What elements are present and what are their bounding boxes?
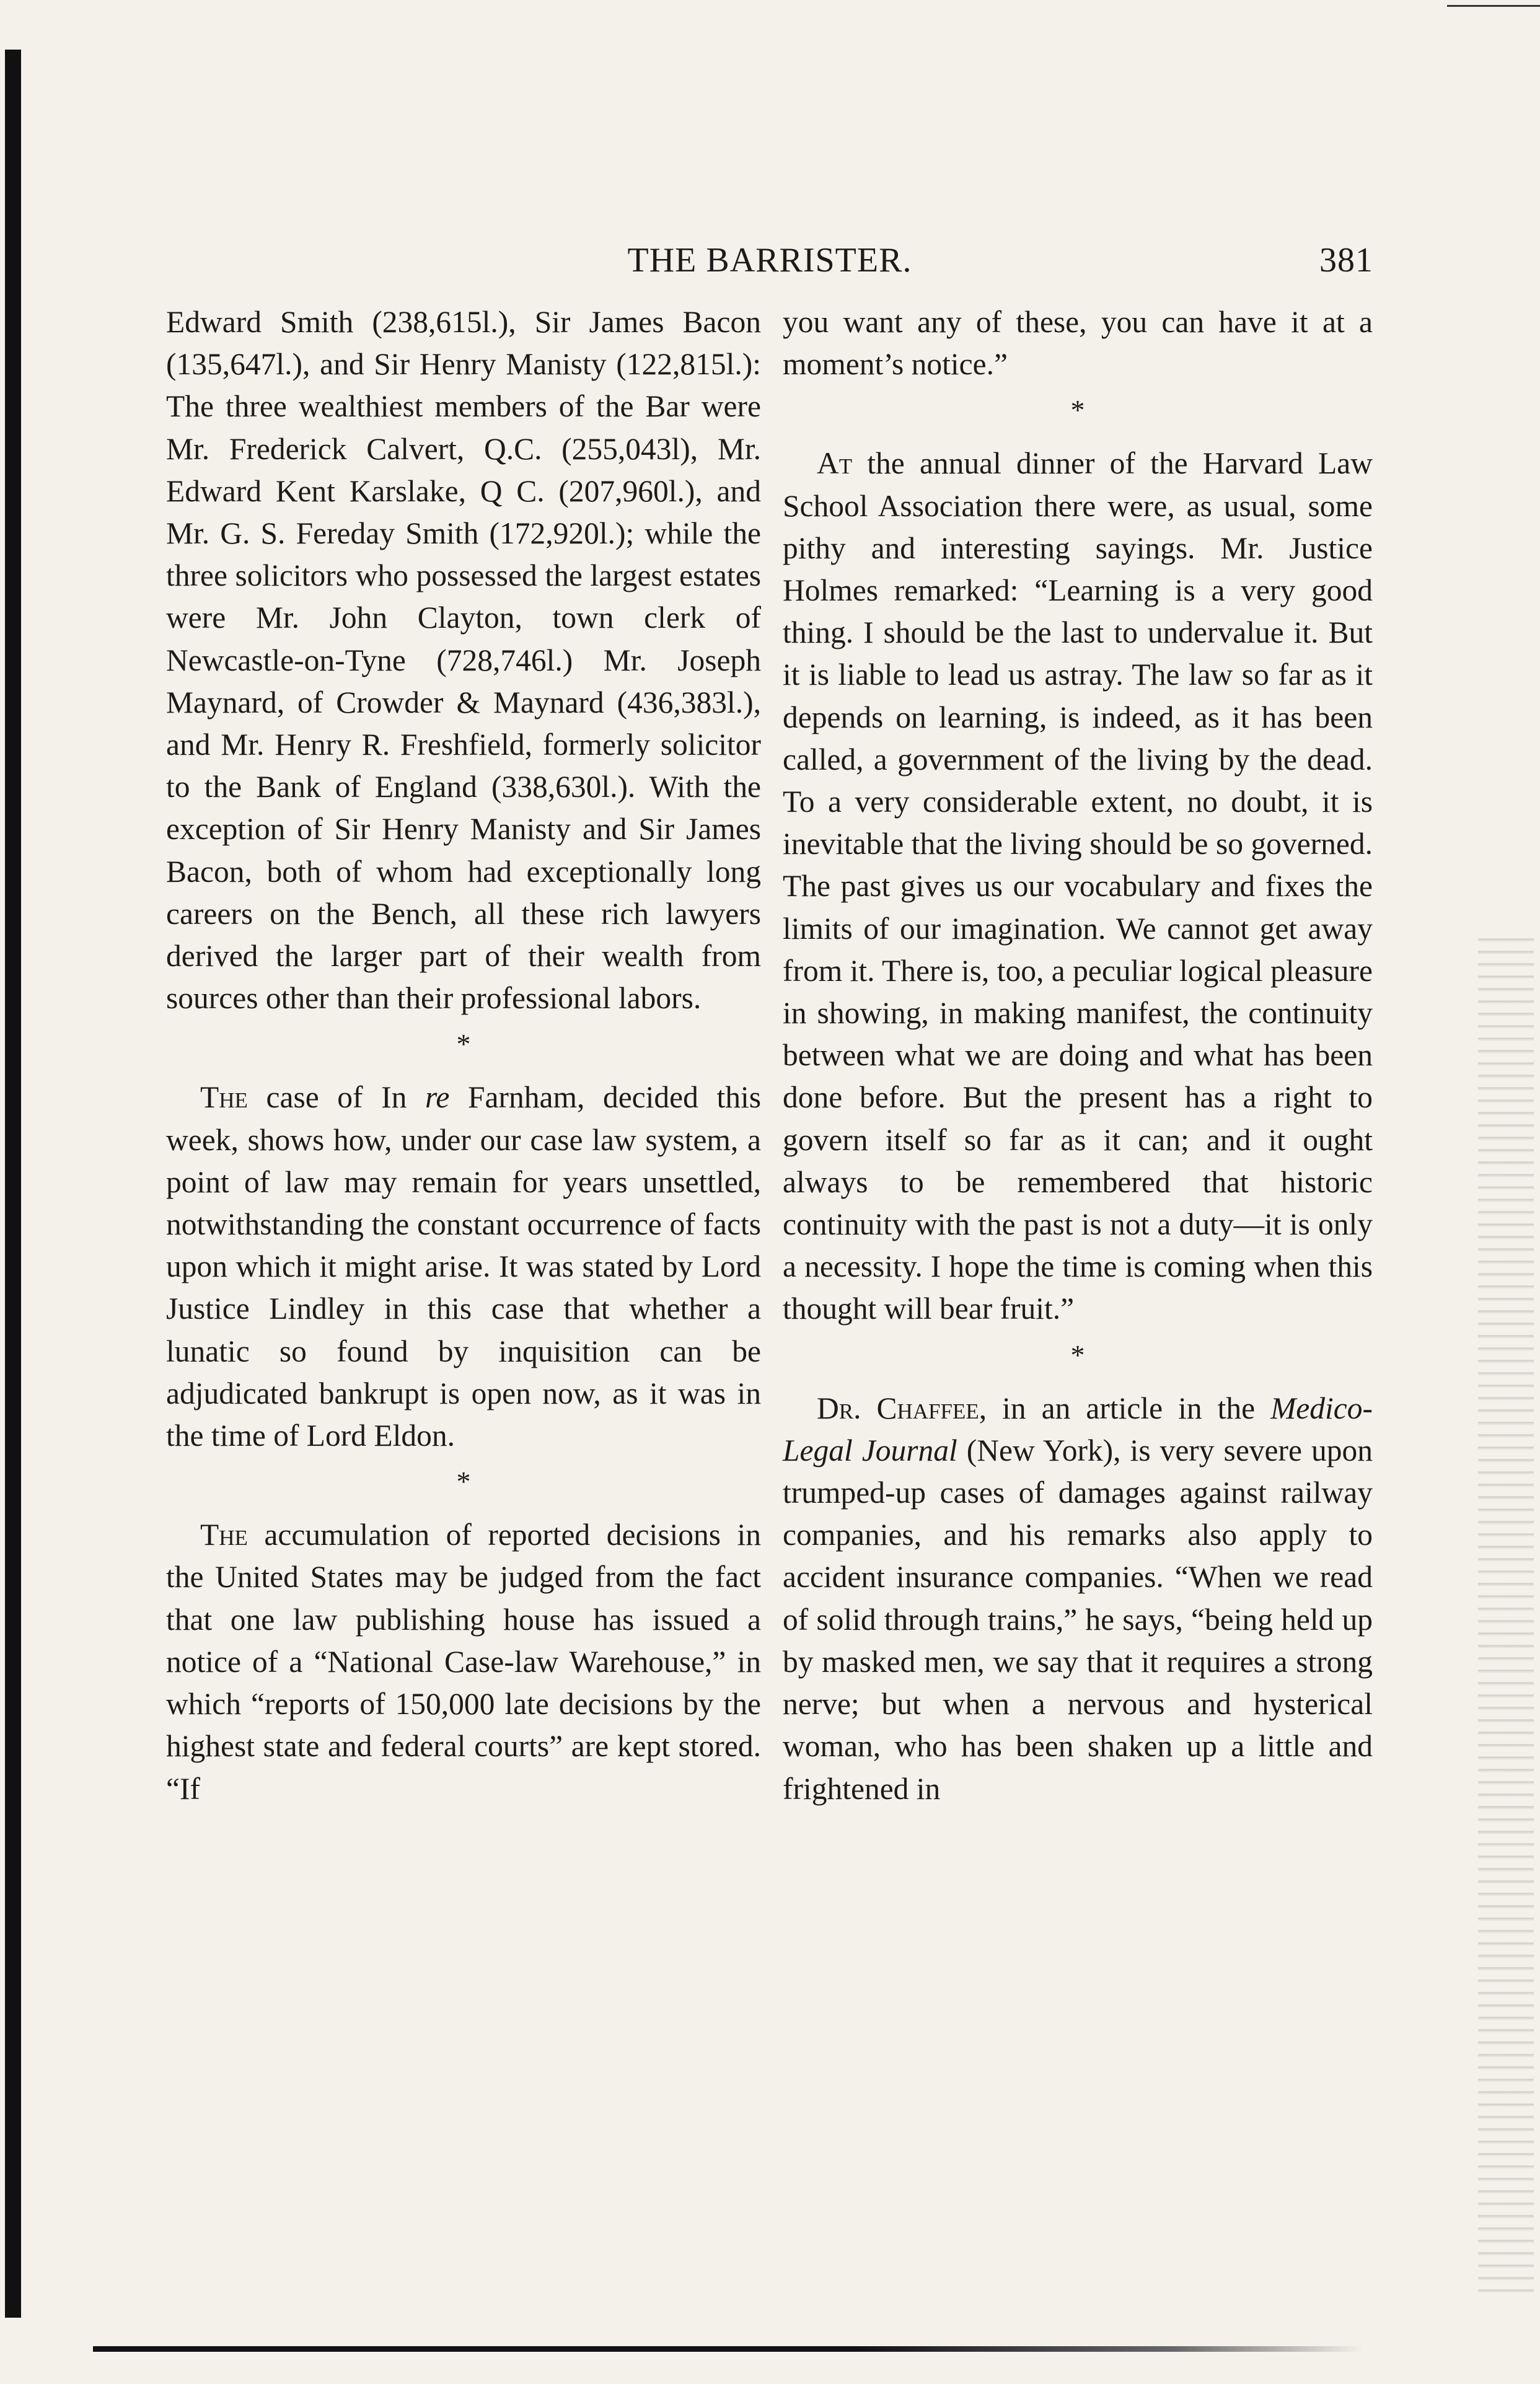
lead-word: The xyxy=(200,1518,248,1552)
bottom-edge-rule xyxy=(93,2346,1363,2352)
page-number: 381 xyxy=(1319,241,1373,279)
top-edge-rule xyxy=(1447,5,1540,7)
section-divider: * xyxy=(456,1028,471,1060)
lead-word: Dr. Chaffee, xyxy=(817,1391,987,1425)
paragraph-reported-decisions: The accumulation of reported decisions in the United States may be judged from the fact that one law publishing house has issued a notice of a “National Case-law Warehouse,” in which “reports of 150,000 late decisions by the highest state and federal courts” are kept stored. “If xyxy=(166,1518,761,1806)
scan-speckle xyxy=(1478,930,1534,2293)
paragraph-wealth-list: Edward Smith (238,615l.), Sir James Bacon (135,647l.), and Sir Henry Manisty (122,815l.): The three wealthiest members of the Bar were Mr. Frederick Calvert, Q.C. (255,043l), Mr. Edward Kent Karslake, Q C. (207,960l.), and Mr. G. S. Fereday Smith (172,920l.); while the three solicitors who possessed the largest estates were Mr. John Clayton, town clerk of Newcastle-on-Tyne (728,746l.) Mr. Joseph Maynard, of Crowder & Maynard (436,383l.), and Mr. Henry R. Freshfield, formerly solicitor to the Bank of England (338,630l.). With the exception of Sir Henry Manisty and Sir James Bacon, both of whom had exceptionally long careers on the Bench, all these rich lawyers derived the larger part of their wealth from sources other than their professional labors. xyxy=(166,305,761,1016)
lead-word: The xyxy=(200,1080,248,1115)
section-divider: * xyxy=(1070,394,1085,426)
paragraph-farnham-case: The case of In re Farnham, decided this week, shows how, under our case law system, a point of law may remain for years unsettled, notwithstanding the constant occurrence of facts upon which it might arise. It was stated by Lord Justice Lindley in this case that whether a lunatic so found by inquisition can be adjudicated bankrupt is open now, as it was in the time of Lord Eldon. xyxy=(166,1080,761,1453)
page-binding-shadow xyxy=(5,50,21,2318)
paragraph-chaffee-article: Dr. Chaffee, in an article in the Medico-Legal Journal (New York), is very severe upon trumped-up cases of damages against railway companies, and his remarks also apply to accident insurance companies. “When we read of solid through trains,” he says, “being held up by masked men, we say that it requires a strong nerve; but when a nervous and hysterical woman, who has been shaken up a little and frightened in xyxy=(783,1391,1373,1806)
running-title: THE BARRISTER. xyxy=(627,241,912,279)
italic-re: re xyxy=(425,1080,450,1115)
section-divider: * xyxy=(1070,1339,1085,1371)
paragraph-continuation: you want any of these, you can have it at a moment’s notice.” xyxy=(783,305,1373,382)
left-column xyxy=(166,301,761,1810)
section-divider: * xyxy=(456,1466,471,1498)
right-column xyxy=(783,301,1373,1810)
paragraph-harvard-dinner: At the annual dinner of the Harvard Law School Association there were, as usual, some pithy and interesting sayings. Mr. Justice Holmes remarked: “Learning is a very good thing. I should be the last to undervalue it. But it is liable to lead us astray. The law so far as it depends on learning, is indeed, as it has been called, a government of the living by the dead. To a very considerable extent, no doubt, it is inevitable that the living should be so governed. The past gives us our vocabulary and fixes the limits of our imagination. We cannot get away from it. There is, too, a peculiar logical pleasure in showing, in making manifest, the continuity between what we are doing and what has been done before. But the present has a right to govern itself so far as it can; and it ought always to be remembered that historic continuity with the past is not a duty—it is only a necessity. I hope the time is coming when this thought will bear fruit.” xyxy=(783,446,1373,1326)
page-header xyxy=(166,240,1373,290)
journal-title: Medico-Legal Journal xyxy=(783,1391,1373,1467)
lead-word: At xyxy=(817,446,853,481)
